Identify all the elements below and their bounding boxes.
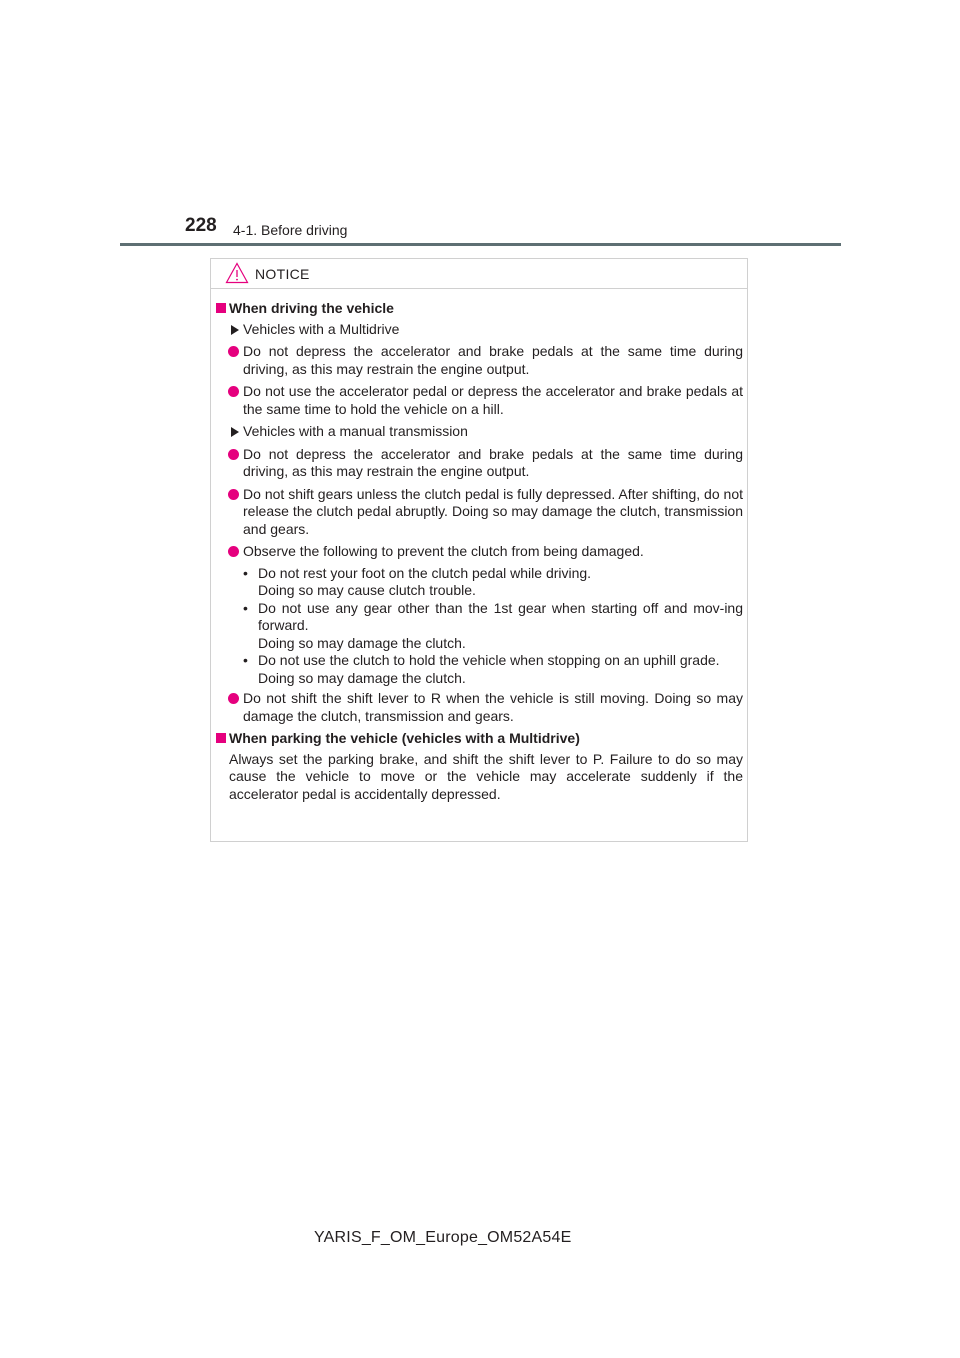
page-number: 228 [185,215,217,236]
dash-item: • Do not use the clutch to hold the vehicle when stopping on an uphill grade. Doing so may damage the clutch. [243,652,720,686]
circle-bullet-icon [228,386,239,397]
bullet-item: Observe the following to prevent the clutch from being damaged. [211,543,747,561]
section-heading: When parking the vehicle (vehicles with a Multidrive) [211,730,747,748]
parking-paragraph: Always set the parking brake, and shift the shift lever to P. Failure to do so may cause the vehicle to move or the vehicle may accelerate suddenly if the accelerator pedal is accidentally depressed. [229,750,743,802]
circle-bullet-icon [228,489,239,500]
notice-body [211,300,747,803]
circle-bullet-icon [228,693,239,704]
notice-label: NOTICE [255,266,310,282]
subheading: Vehicles with a Multidrive [211,321,747,339]
section-title: 4-1. Before driving [233,222,348,238]
section-heading: When driving the vehicle [211,300,747,318]
notice-header [211,259,747,289]
notice-box [210,258,748,842]
circle-bullet-icon [228,546,239,557]
bullet-item: Do not depress the accelerator and brake pedals at the same time during driving, as this may restrain the engine output. [211,446,747,481]
footer-code: YARIS_F_OM_Europe_OM52A54E [314,1229,572,1246]
bullet-item: Do not depress the accelerator and brake pedals at the same time during driving, as this may restrain the engine output. [211,343,747,378]
circle-bullet-icon [228,449,239,460]
arrow-right-icon [231,325,239,335]
dash-item: • Do not use any gear other than the 1st gear when starting off and mov-ing forward. Doing so may damage the clutch. [243,599,743,651]
subheading: Vehicles with a manual transmission [211,423,747,441]
warning-triangle-icon [225,262,249,284]
bullet-item: Do not shift gears unless the clutch pedal is fully depressed. After shifting, do not release the clutch pedal abruptly. Doing so may damage the clutch, transmission and gears. [211,486,747,539]
bullet-item: Do not use the accelerator pedal or depress the accelerator and brake pedals at the same time to hold the vehicle on a hill. [211,383,747,418]
arrow-right-icon [231,427,239,437]
dash-list [211,565,747,688]
square-bullet-icon [216,733,226,743]
square-bullet-icon [216,303,226,313]
dash-item: • Do not rest your foot on the clutch pedal while driving. Doing so may cause clutch trouble. [243,564,592,598]
header-rule [120,243,841,246]
bullet-item: Do not shift the shift lever to R when the vehicle is still moving. Doing so may damage the clutch, transmission and gears. [211,690,747,725]
circle-bullet-icon [228,346,239,357]
